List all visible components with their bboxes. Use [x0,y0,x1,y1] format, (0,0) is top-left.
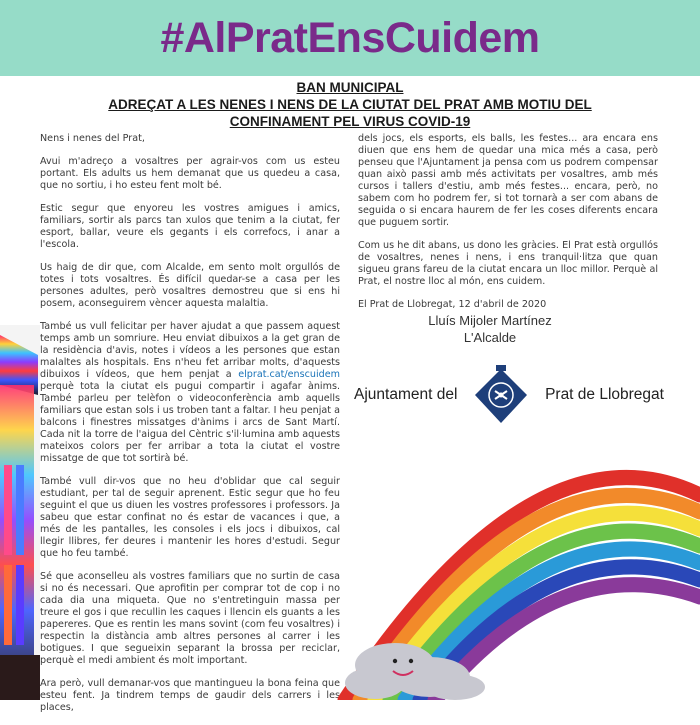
title-line-3: CONFINAMENT PEL VIRUS COVID-19 [229,114,471,129]
logo-text-right: Prat de Llobregat [545,386,664,403]
paragraph-3: Us haig de dir que, com Alcalde, em sento molt orgullós de totes i tots vosaltres. És difícil quedar-se a casa per les persones adultes, però vosaltres demostreu que si ens hi posem, aconseguirem vèncer aquesta malaltia. [40,262,340,309]
title-line-1: BAN MUNICIPAL [296,80,404,95]
title-line-2: ADREÇAT A LES NENES I NENS DE LA CIUTAT DEL PRAT AMB MOTIU DEL [108,97,592,112]
hashtag-title: #AlPratEnsCuidem [160,13,540,62]
paragraph-4-start: També us vull felicitar per haver ajudat a que passem aquest temps amb un somriure. Heu enviat dibuixos a la get gran de la residència d'avis, notes i vídeos a les persones que estan malaltes als hospitals. Ens n'heu fet arribar molts, d'aquests dibuixos i vídeos, que hem penjat a [40,321,340,380]
document-title [0,79,700,130]
greeting: Nens i nenes del Prat, [40,133,145,144]
paragraph-4 [40,321,340,465]
logo-text-left: Ajuntament del [354,386,458,403]
paragraph-7: Ara però, vull demanar-vos que mantingueu la bona feina que esteu fent. Ja tindrem temps de gaudir dels carrers i les places, [40,678,340,713]
paragraph-9: Com us he dit abans, us dono les gràcies. El Prat està orgullós de vosaltres, nenes i nens, i ens tranquil·litza que quan sigueu grans fareu de la ciutat encara un lloc millor. Perquè al Prat, el nostre lloc al món, ens cuidem. [358,240,658,287]
city-council-logo [354,360,664,430]
city-shield-icon [471,363,531,427]
mayor-role: L'Alcalde [463,330,517,345]
paragraph-8: dels jocs, els esports, els balls, les festes... ara encara ens diuen que ens hem de quedar una mica més a casa, però penseu que l'Ajuntament ja pensa com us podrem compensar quan això passi amb més activitats per vosaltres, amb més cursos i tallers d'estiu, amb més festes... encara, però, no sabem com ho podrem fer, si tot tornarà a ser com abans de seguida o si encara haurem de fer les coses diferents encara que puguem sortir. [358,133,658,228]
rainbow-drawing [335,455,700,700]
paragraph-2: Estic segur que enyoreu les vostres amigues i amics, familiars, sortir als parcs tan xulos que tenim a la ciutat, fer esport, ballar, veure els gegants i els correfocs, i anar a l'escola. [40,203,340,250]
paragraph-1: Avui m'adreço a vosaltres per agrair-vos com us esteu portant. Els adults us hem demanat que us quedeu a casa, que no sortiu, i ho esteu fent molt bé. [40,156,340,191]
enscuidem-link[interactable]: elprat.cat/enscuidem [238,369,340,380]
signature-block [390,312,590,346]
header-banner [0,0,700,76]
letter-date: El Prat de Llobregat, 12 d'abril de 2020 [358,299,547,310]
paragraph-6: Sé que aconselleu als vostres familiars que no surtin de casa si no és necessari. Que aprofitin per comprar tot de cop i no cada dia una miqueta. Que no s'entretinguin massa per treure el gos i que recullin les caques i llencin els guants a les papereres. Que es rentin les mans sovint (com feu vosaltres) i respectin la distància amb altres persones al carrer i les botigues. I que segueixin separant la brossa per reciclar, perquè el medi ambient és molt important. [40,571,340,666]
paragraph-5: També vull dir-vos que no heu d'oblidar que cal seguir estudiant, per tal de seguir aprenent. Estic segur que ho feu seguint el que us diuen les vostres professores i professors. Ja sabeu que estar confinat no és estar de vacances i que, a més de les pantalles, les consoles i els jocs i dibuixos, cal llegir llibres, fer deures i mantenir les hores d'estudi. Segur que ho feu també. [40,476,340,559]
water-tower-photo [0,325,40,700]
letter-left-column [40,133,340,725]
mayor-name: Lluís Mijoler Martínez [428,313,552,328]
paragraph-4-end: perquè tota la ciutat els pugui compartir i agafar ànims. També parleu per telèfon o videoconferència amb aquells familiars que estan sols i us troben tant a faltar. I heu penjat a balcons i finestres missatges d'ànims i arcs de Sant Martí. Cada nit la torre de l'aigua del Cèntric s'il·lumina amb aquests mateixos colors per fer arribar a tota la ciutat el vostre missatge de que tot sortirà bé. [40,381,340,464]
letter-right-column [358,133,658,322]
